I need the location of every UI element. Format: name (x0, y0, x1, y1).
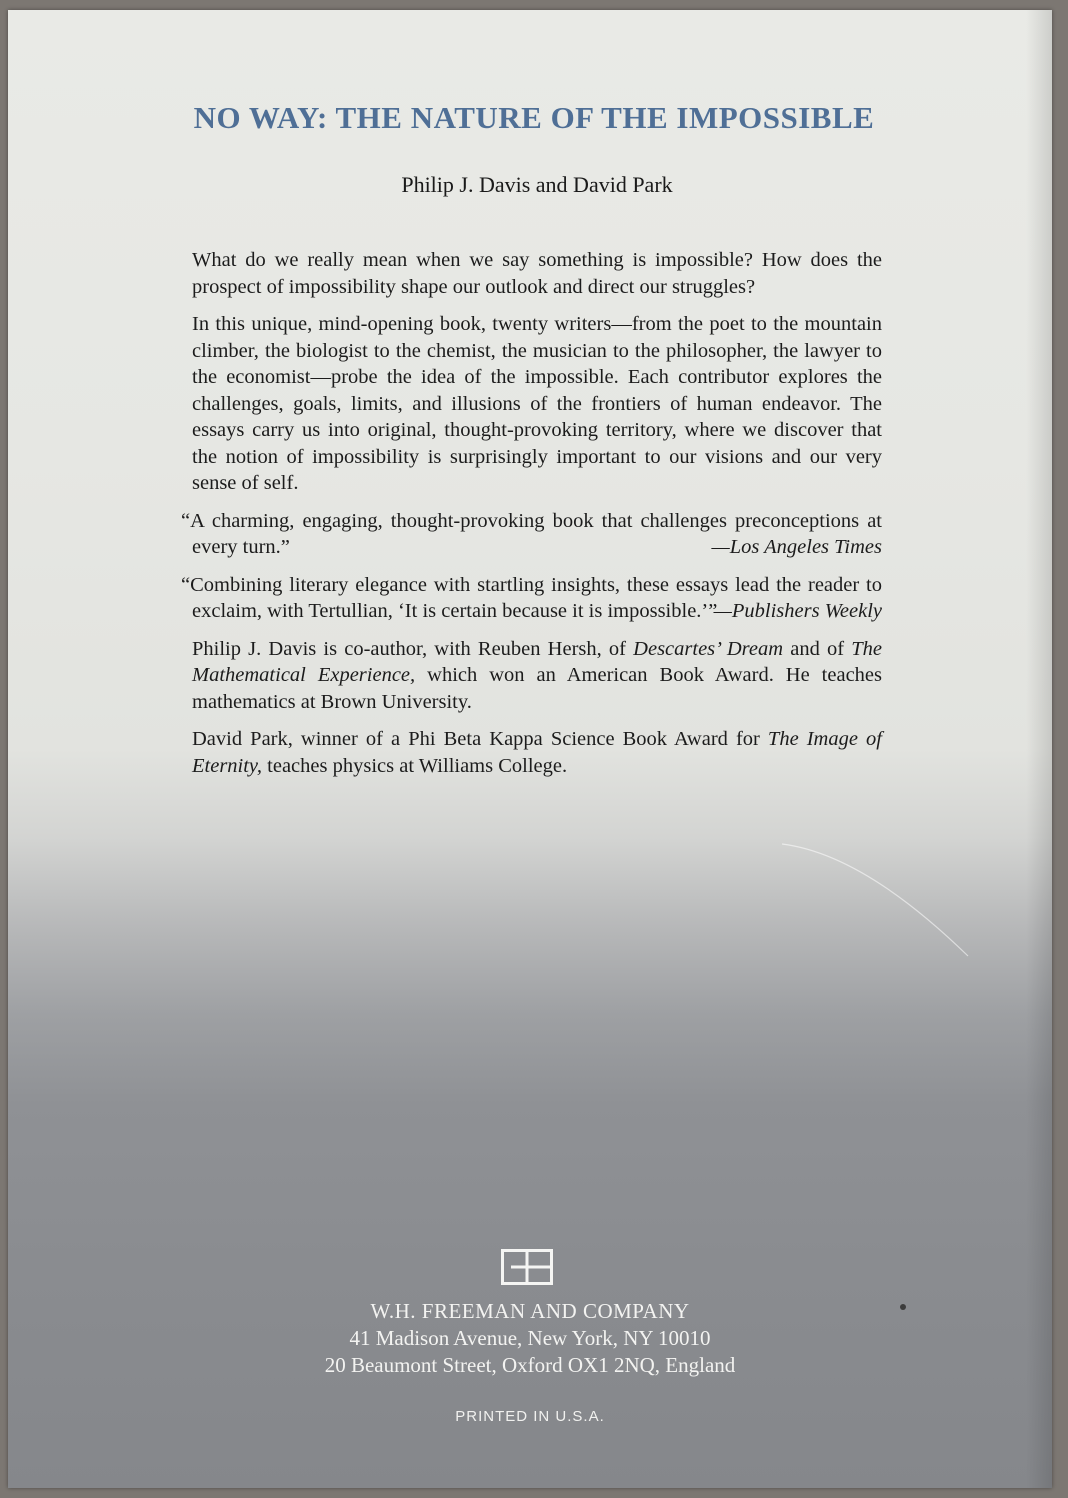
review-source-1: —Los Angeles Times (711, 536, 882, 558)
bio-park-text-1: David Park, winner of a Phi Beta Kappa Science Book Award for (192, 728, 768, 750)
publisher-name: W.H. FREEMAN AND COMPANY (370, 1299, 690, 1323)
blurb-intro: What do we really mean when we say something is impossible? How does the prospect of impossibility shape our outlook and direct our struggles? (192, 249, 882, 298)
review-text-2: “Combining literary elegance with startling insights, these essays lead the reader to exclaim, with Tertullian, ‘It is certain because it is impossible.’” (181, 573, 882, 622)
publisher-address-us: 41 Madison Avenue, New York, NY 10010 (349, 1326, 711, 1350)
cover-smudge (900, 1304, 906, 1310)
blurb-description: In this unique, mind-opening book, twenty writers—from the poet to the mountain climber, the biologist to the chemist, the musician to the philosopher, the lawyer to the economist—probe the idea of the impossible. Each contributor explores the challenges, goals, limits, and illusions of the frontiers of human endeavor. The essays carry us into original, thought-provoking territory, where we discover that the notion of impossibility is surprisingly important to our visions and our very sense of self. (192, 313, 882, 494)
bio-park (192, 726, 882, 779)
book-title: NO WAY: THE NATURE OF THE IMPOSSIBLE (193, 100, 875, 135)
book-authors: Philip J. Davis and David Park (401, 172, 673, 197)
cover-edge-shadow (1026, 10, 1052, 1488)
review-quote-2 (181, 572, 882, 625)
bio-davis-text-2: and of (783, 637, 852, 660)
freeman-logo-icon (501, 1249, 553, 1285)
cover-crease-mark (780, 840, 970, 960)
bio-davis (192, 636, 882, 716)
printed-in-label: PRINTED IN U.S.A. (455, 1408, 605, 1425)
bio-park-book-1: The Image of Eternity, (192, 728, 882, 777)
bio-davis-text-1: Philip J. Davis is co-author, with Reuben Hersh, of (192, 637, 634, 660)
review-quote-1 (181, 508, 882, 561)
bio-davis-book-1: Descartes’ Dream (633, 637, 784, 660)
bio-davis-text-3: which won an American Book Award. He teaches mathematics at Brown University. (192, 664, 883, 713)
publisher-block (0, 1298, 1060, 1379)
blurb-body (181, 247, 883, 790)
bio-park-text-2: teaches physics at Williams College. (262, 754, 568, 777)
bio-davis-book-2: The Mathematical Experience, (192, 637, 882, 686)
publisher-address-uk: 20 Beaumont Street, Oxford OX1 2NQ, England (324, 1353, 736, 1377)
review-text-1: “A charming, engaging, thought-provoking book that challenges preconceptions at every turn.” (181, 509, 882, 558)
review-source-2: —Publishers Weekly (713, 600, 882, 622)
